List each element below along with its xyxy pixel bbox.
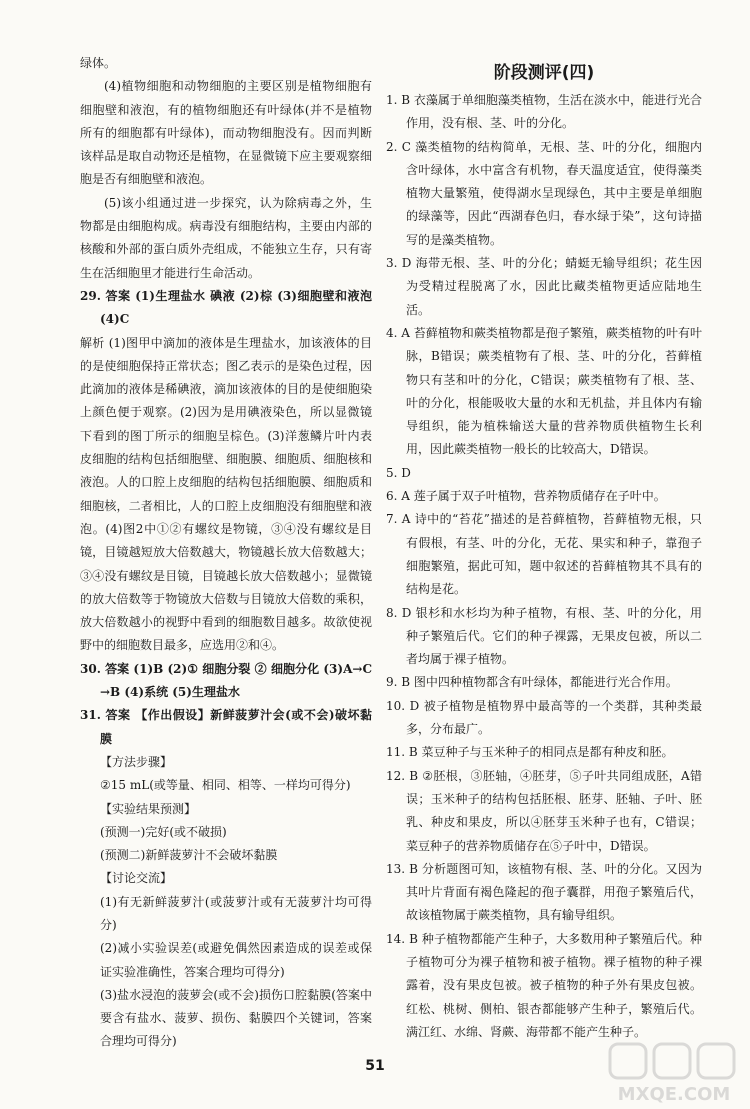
right-paragraph: 4. A 苔藓植物和蕨类植物都是孢子繁殖，蕨类植物的叶有叶脉，B错误；蕨类植物有了根、茎、叶的分化，苔藓植物只有茎和叶的分化，C错误；蕨类植物有了根、茎、叶的分化，根能吸收大量的水和无机盐，并且体内有输导组织，能为植株输送大量的营养物质供植物生长利用，因此蕨类植物一般长的比较高大，D错误。	[386, 325, 702, 457]
right-paragraph: 1. B 衣藻属于单细胞藻类植物，生活在淡水中，能进行光合作用，没有根、茎、叶的分化。	[386, 93, 702, 131]
right-paragraph: 10. D 被子植物是植物界中最高等的一个类群，其种类最多，分布最广。	[386, 698, 702, 737]
right-paragraph: 9. B 图中四种植物都含有叶绿体，都能进行光合作用。	[386, 675, 678, 690]
right-paragraph: 3. D 海带无根、茎、叶的分化；蜻蜓无输导组织；花生因为受精过程脱离了水，因此比藏类植物更适应陆地生活。	[386, 256, 702, 317]
left-paragraph: 【实验结果预测】	[100, 801, 197, 816]
right-paragraph: 5. D	[386, 465, 411, 480]
left-paragraph: 31. 答案 【作出假设】新鲜菠萝汁会(或不会)破坏黏膜	[80, 708, 372, 746]
left-paragraph: 30. 答案 (1)B (2)① 细胞分裂 ② 细胞分化 (3)A→C→B (4)系统 (5)生理盐水	[80, 661, 372, 700]
watermark-text: MXQE.COM	[617, 1084, 731, 1104]
left-paragraph: (预测一)完好(或不破损)	[100, 824, 227, 839]
right-paragraph: 12. B ②胚根，③胚轴，④胚芽，⑤子叶共同组成胚，A错误；玉米种子的结构包括胚根、胚芽、胚轴、子叶、胚乳、种皮和果皮，所以④胚芽玉米种子也有，C错误；菜豆种子的营养物质储存在⑤子叶中，D错误。	[386, 768, 702, 853]
left-paragraph: 【方法步骤】	[100, 754, 173, 769]
left-paragraph: 绿体。	[80, 56, 117, 70]
left-paragraph: 29. 答案 (1)生理盐水 碘液 (2)棕 (3)细胞壁和液泡 (4)C	[80, 288, 372, 327]
left-paragraph: 【讨论交流】	[100, 871, 173, 886]
right-paragraph: 2. C 藻类植物的结构简单，无根、茎、叶的分化，细胞内含叶绿体，水中富含有机物，春天温度适宜，使得藻类植物大量繁殖，使得湖水呈现绿色，其中主要是单细胞的绿藻等，因此“西湖春色归，春水绿于染”，这句诗描写的是藻类植物。	[386, 139, 702, 247]
right-paragraph: 8. D 银杉和水杉均为种子植物，有根、茎、叶的分化，用种子繁殖后代。它们的种子裸露，无果皮包被，所以二者均属于裸子植物。	[386, 605, 702, 667]
left-paragraph: ②15 mL(或等量、相同、相等、一样均可得分)	[100, 778, 351, 793]
page-number: 51	[365, 1058, 385, 1074]
left-paragraph: (2)减小实验误差(或避免偶然因素造成的误差或保证实验准确性，答案合理均可得分)	[100, 941, 372, 979]
left-paragraph: 解析 (1)图甲中滴加的液体是生理盐水，加该液体的目的是使细胞保持正常状态；图乙表示的是染色过程，因此滴加的液体是稀碘液，滴加该液体的目的是使细胞染上颜色便于观察。(2)因为是用碘液染色，所以显微镜下看到的图丁所示的细胞呈棕色。(3)洋葱鳞片叶内表皮细胞的结构包括细胞壁、细胞膜、细胞质、细胞核和液泡。人的口腔上皮细胞的结构包括细胞膜、细胞质和细胞核，二者相比，人的口腔上皮细胞没有细胞壁和液泡。(4)图2中①②有螺纹是物镜，③④没有螺纹是目镜，目镜越短放大倍数越大，物镜越长放大倍数越大；③④没有螺纹是目镜，目镜越长放大倍数越小；显微镜的放大倍数等于物镜放大倍数与目镜放大倍数的乘积，放大倍数越小的视野中看到的细胞数目越多。故欲使视野中的细胞数目最多，应选用②和④。	[80, 335, 372, 653]
right-paragraph: 7. A 诗中的“苔花”描述的是苔藓植物，苔藓植物无根，只有假根，有茎、叶的分化，无花、果实和种子，靠孢子细胞繁殖，据此可知，题中叙述的苔藓植物其不具有的结构是花。	[386, 512, 702, 597]
left-paragraph: (预测二)新鲜菠萝汁不会破坏黏膜	[100, 848, 278, 863]
watermark-logo	[604, 1040, 744, 1104]
right-paragraph: 13. B 分析题图可知，该植物有根、茎、叶的分化。又因为其叶片背面有褐色隆起的孢子囊群，用孢子繁殖后代，故该植物属于蕨类植物，具有输导组织。	[386, 861, 702, 923]
right-paragraph: 6. A 莲子属于双子叶植物，营养物质储存在子叶中。	[386, 489, 666, 504]
right-paragraph: 14. B 种子植物都能产生种子，大多数用种子繁殖后代。种子植物可分为裸子植物和被子植物。裸子植物的种子裸露着，没有果皮包被。被子植物的种子外有果皮包被。红松、桃树、侧柏、银杏都能够产生种子，繁殖后代。满江红、水绵、肾蕨、海带都不能产生种子。	[386, 931, 702, 1039]
right-column	[386, 52, 702, 1044]
right-paragraph: 11. B 菜豆种子与玉米种子的相同点是都有种皮和胚。	[386, 745, 674, 760]
left-paragraph: (5)该小组通过进一步探究，认为除病毒之外，生物都是由细胞构成。病毒没有细胞结构，主要由内部的核酸和外部的蛋白质外壳组成，不能独立生存，只有寄生在活细胞里才能进行生命活动。	[80, 195, 372, 280]
left-paragraph: (1)有无新鲜菠萝汁(或菠萝汁或有无菠萝汁均可得分)	[100, 894, 372, 932]
left-paragraph: (4)植物细胞和动物细胞的主要区别是植物细胞有细胞壁和液泡，有的植物细胞还有叶绿体(并不是植物所有的细胞都有叶绿体)，而动物细胞没有。因而判断该样品是取自动物还是植物，在显微镜下应主要观察细胞是否有细胞壁和液泡。	[80, 79, 372, 187]
section-title: 阶段测评(四)	[493, 63, 595, 83]
left-column	[80, 52, 372, 1054]
left-paragraph: (3)盐水浸泡的菠萝会(或不会)损伤口腔黏膜(答案中要含有盐水、菠萝、损伤、黏膜四个关键词，答案合理均可得分)	[100, 987, 372, 1049]
